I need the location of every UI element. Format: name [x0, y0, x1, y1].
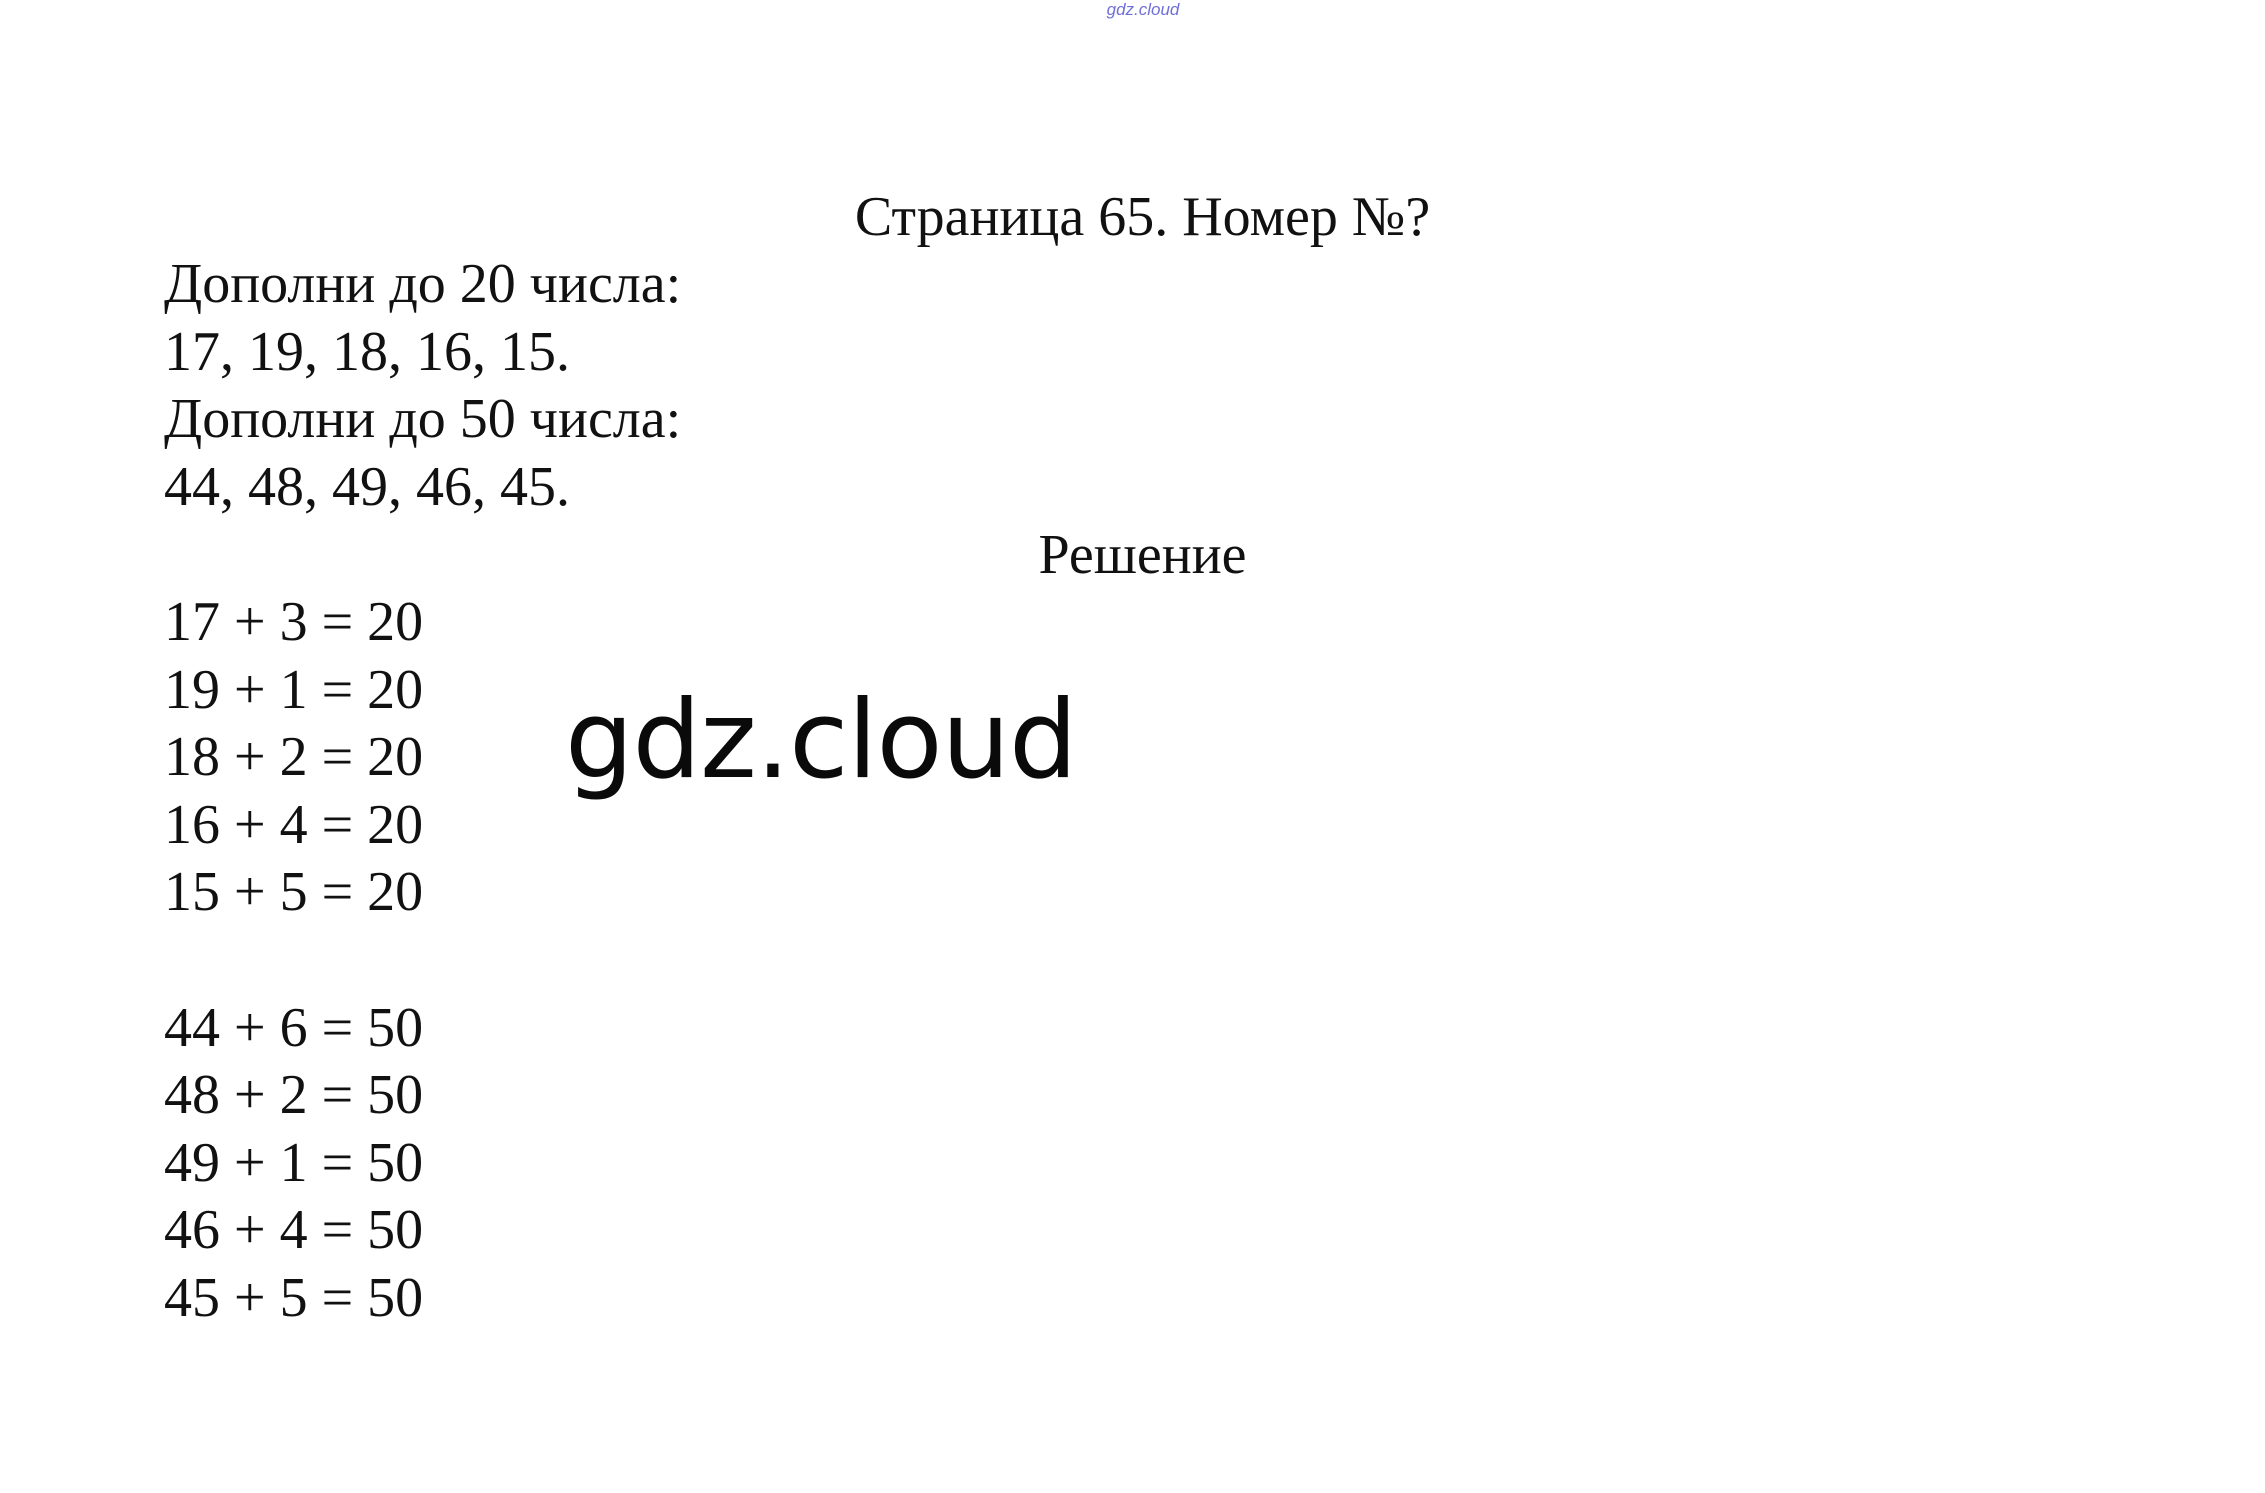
equation-line: 18 + 2 = 20 [164, 726, 424, 789]
equation-line: 17 + 3 = 20 [164, 591, 424, 653]
equation-line: 48 + 2 = 50 [164, 1064, 424, 1127]
site-watermark: gdz.cloud [565, 678, 1077, 803]
task-line-instruction-50: Дополни до 50 числа: [164, 388, 682, 450]
solution-heading: Решение [1038, 524, 1247, 586]
equation-line: 49 + 1 = 50 [164, 1131, 424, 1194]
solution-equations [164, 589, 423, 1333]
task-line-numbers-50: 44, 48, 49, 46, 45. [164, 455, 570, 518]
task-line-instruction-20: Дополни до 20 числа: [164, 253, 682, 315]
equation-group-spacer [164, 927, 423, 995]
equation-line: 15 + 5 = 20 [164, 861, 424, 924]
task-line-numbers-20: 17, 19, 18, 16, 15. [164, 320, 570, 383]
page-title: Страница 65. Номер №? [854, 186, 1431, 248]
equation-line: 19 + 1 = 20 [164, 658, 424, 721]
equation-line: 16 + 4 = 20 [164, 793, 424, 856]
equation-line: 46 + 4 = 50 [164, 1199, 424, 1262]
equation-line: 44 + 6 = 50 [164, 996, 424, 1059]
task-text [164, 251, 681, 521]
equation-line: 45 + 5 = 50 [164, 1266, 424, 1329]
top-site-watermark: gdz.cloud [1106, 0, 1180, 19]
